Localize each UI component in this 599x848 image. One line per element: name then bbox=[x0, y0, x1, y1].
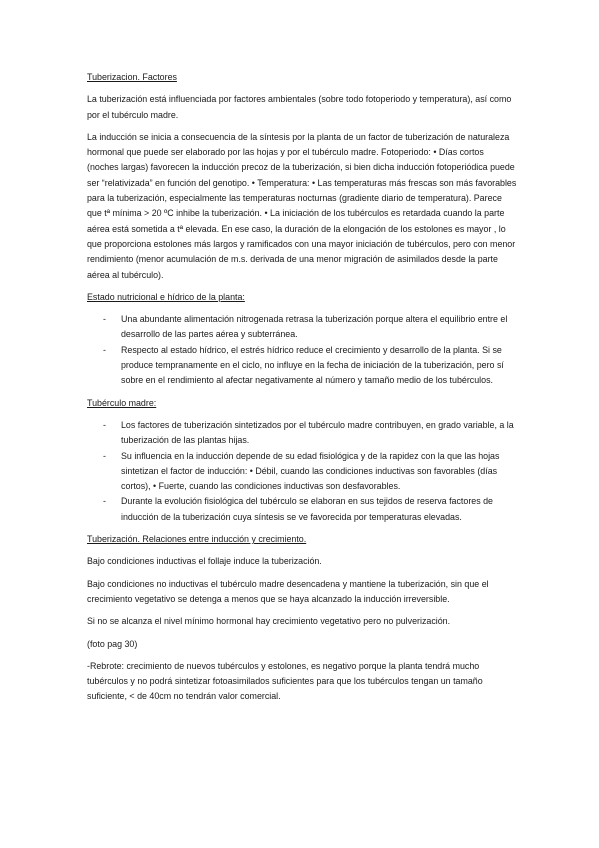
list-item bbox=[87, 343, 517, 389]
paragraph-foto-ref: (foto pag 30) bbox=[87, 638, 138, 649]
list-marker: - bbox=[103, 344, 106, 355]
list-item-text: Los factores de tuberización sintetizados por el tubérculo madre contribuyen, en grado variable, a la tuberización de las plantas hijas. bbox=[121, 419, 514, 446]
section-heading-tuberizacion-factores: Tuberizacion. Factores bbox=[87, 72, 177, 82]
list-item-text: Una abundante alimentación nitrogenada retrasa la tuberización porque altera el equilibrio entre el desarrollo de las partes aérea y subterránea. bbox=[121, 314, 508, 340]
list-item bbox=[87, 449, 517, 495]
paragraph-nivel-hormonal: Si no se alcanza el nivel mínimo hormonal hay crecimiento vegetativo pero no pulverización. bbox=[87, 616, 451, 627]
section-heading-estado-nutricional: Estado nutricional e hídrico de la planta: bbox=[87, 291, 245, 302]
list-tuberculo-madre bbox=[87, 418, 517, 525]
list-item bbox=[87, 494, 517, 525]
list-marker: - bbox=[103, 496, 106, 507]
document-body bbox=[87, 70, 517, 712]
list-item bbox=[87, 418, 517, 449]
list-marker: - bbox=[103, 450, 106, 461]
paragraph-induccion: La inducción se inicia a consecuencia de la síntesis por la planta de un factor de tuberización de naturaleza hormonal que puede ser elaborado por las hojas y por el tubérculo madre. Fotoperiodo: • Días cortos (noches largas) favorecen la inducción precoz de la tuberización, si bien dicha inducción fotoperiódica puede ser “relativizada” en función del genotipo. • Temperatura: • Las temperaturas más frescas son más favorables para la tuberización, especialmente las temperaturas nocturnas (gradiente diario de temperatura). Parece que tª mínima > 20 ºC inhibe la tuberización. • La iniciación de los tubérculos es retardada cuando la parte aérea está sometida a tª elevada. En ese caso, la duración de la elongación de los estolones es mayor , lo que proporciona estolones más largos y ramificados con una mayor iniciación de tubérculos, pero con menor rendimiento (menor acumulación de m.s. derivada de una menor migración de asimilados desde la parte aérea al tubérculo). bbox=[87, 131, 517, 280]
section-heading-tuberculo-madre: Tubérculo madre: bbox=[87, 397, 157, 408]
paragraph-rebrote: -Rebrote: crecimiento de nuevos tubérculos y estolones, es negativo porque la planta tendrá mucho tubérculos y no podrá sintetizar fotoasimilados suficientes para que los tubérculos tengan un tamaño suficiente, < de 40cm no tendrán valor comercial. bbox=[87, 660, 483, 702]
paragraph-condiciones-no-inductivas: Bajo condiciones no inductivas el tubérculo madre desencadena y mantiene la tuberización, sin que el crecimiento vegetativo se detenga a menos que se haya alcanzado la inducción irreversible. bbox=[87, 578, 489, 604]
section-heading-relaciones: Tuberización. Relaciones entre inducción y crecimiento. bbox=[87, 534, 307, 545]
paragraph-condiciones-inductivas: Bajo condiciones inductivas el follaje induce la tuberización. bbox=[87, 556, 322, 567]
paragraph-influencia: La tuberización está influenciada por factores ambientales (sobre todo fotoperiodo y temperatura), así como por el tubérculo madre. bbox=[87, 94, 512, 120]
list-item-text: Su influencia en la inducción depende de su edad fisiológica y de la rapidez con la que las hojas sintetizan el factor de inducción: • Débil, cuando las condiciones inductivas son favorables (días cortos), • Fuerte, cuando las condiciones inductivas son desfavorables. bbox=[121, 450, 500, 492]
list-item bbox=[87, 312, 517, 343]
list-marker: - bbox=[103, 419, 106, 430]
list-marker: - bbox=[103, 314, 106, 325]
list-item-text: Durante la evolución fisiológica del tubérculo se elaboran en sus tejidos de reserva factores de inducción de la tuberización cuya síntesis se ve favorecida por temperaturas elevadas. bbox=[121, 496, 493, 522]
list-item-text: Respecto al estado hídrico, el estrés hídrico reduce el crecimiento y desarrollo de la planta. Si se produce tempranamente en el ciclo, no influye en la fecha de iniciación de la tuberización, pero sí sobre en el rendimiento al afectar negativamente al número y tamaño medio de los tubérculos. bbox=[121, 344, 504, 386]
list-estado-nutricional bbox=[87, 312, 517, 388]
